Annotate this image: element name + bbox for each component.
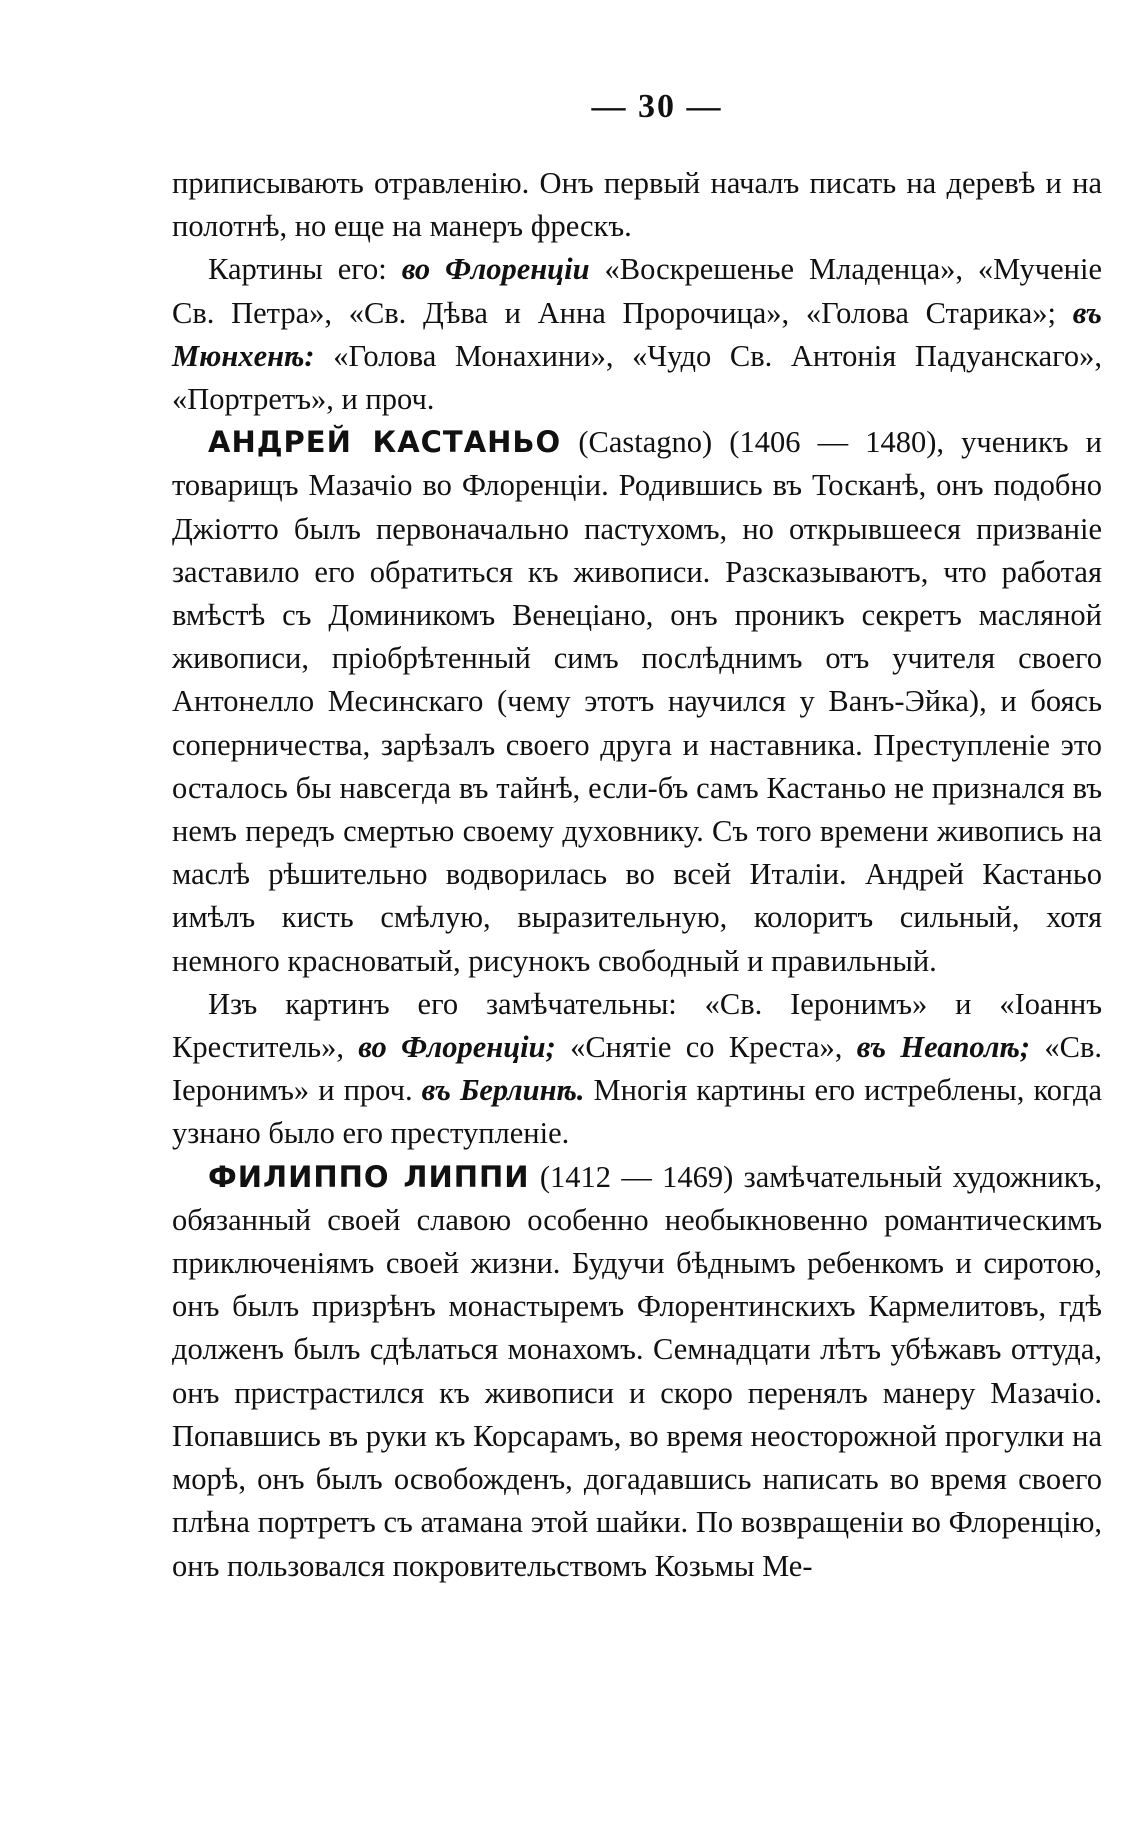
location-naples: въ Неаполѣ; <box>856 1030 1031 1065</box>
location-berlin: въ Берлинѣ. <box>421 1073 585 1108</box>
paragraph-continuation: приписывають отравленію. Онъ первый началъ писать на деревѣ и на полотнѣ, но еще на манеръ фрескъ. <box>172 166 1102 244</box>
paragraph-paintings-masaccio <box>172 248 1102 421</box>
paragraph-lippi <box>172 1156 1102 1588</box>
book-page <box>172 88 1102 1588</box>
paragraph-paintings-castagno <box>172 983 1102 1156</box>
paragraph-castagno <box>172 421 1102 983</box>
painting-jerome: «Св. Іеронимъ» и проч. <box>172 1030 1103 1108</box>
location-munich: въ Мюнхенѣ: <box>172 295 1102 373</box>
artist-name-castagno: АНДРЕЙ КАСТАНЬО <box>208 425 562 460</box>
lippi-bio: (1412 — 1469) замѣчательный художникъ, обязанный своей славою особенно необыкновенно романтическимъ приключеніямъ своей жизни. Будучи бѣднымъ ребенкомъ и сиротою, онъ былъ призрѣнъ монастыремъ Флорентинскихъ Кармелитовъ, гдѣ долженъ былъ сдѣлаться монахомъ. Семнадцати лѣтъ убѣжавъ оттуда, онъ пристрастился къ живописи и скоро перенялъ манеру Мазачіо. Попавшись въ руки къ Корсарамъ, во время неосторожной прогулки на морѣ, онъ былъ освобожденъ, догадавшись написать во время своего плѣна портретъ съ атамана этой шайки. По возвращеніи во Флоренцію, онъ пользовался покровительствомъ Козьмы Ме- <box>172 1159 1102 1583</box>
paintings-list-florence: «Воскрешенье Младенца», «Мученіе Св. Петра», «Св. Дѣва и Анна Пророчица», «Голова Старика»; <box>172 252 1102 330</box>
castagno-paintings-intro: Изъ картинъ его замѣчательны: «Св. Іеронимъ» и «Іоаннъ Креститель», <box>172 986 1102 1065</box>
artist-name-lippi: ФИЛИППО ЛИППИ <box>208 1159 530 1194</box>
location-florence-2: во Флоренціи; <box>358 1030 556 1065</box>
page-number: — 30 — <box>591 88 723 125</box>
castagno-paintings-destroyed: Многія картины его истреблены, когда узнано было его преступленіе. <box>172 1073 1103 1151</box>
location-florence: во Флоренціи <box>401 252 590 287</box>
paintings-list-munich: «Голова Монахини», «Чудо Св. Антонія Падуанскаго», «Портретъ», и проч. <box>172 338 1102 417</box>
paintings-intro: Картины его: <box>208 252 387 287</box>
painting-deposition: «Снятіе со Креста», <box>570 1030 843 1065</box>
castagno-bio: (Castagno) (1406 — 1480), ученикъ и товарищъ Мазачіо во Флоренціи. Родившись въ Тосканѣ, онъ подобно Джіотто былъ первоначально пастухомъ, но открывшееся призваніе заставило его обратиться къ живописи. Разсказываютъ, что работая вмѣстѣ съ Доминикомъ Венеціано, онъ проникъ секретъ масляной живописи, пріобрѣтенный симъ послѣднимъ отъ учителя своего Антонелло Месинскаго (чему этотъ научился у Ванъ-Эйка), и боясь соперничества, зарѣзалъ своего друга и наставника. Преступленіе это осталось бы навсегда въ тайнѣ, если-бъ самъ Кастаньо не признался въ немъ передъ смертью своему духовнику. Съ того времени живопись на маслѣ рѣшительно водворилась во всей Италіи. Андрей Кастаньо имѣлъ кисть смѣлую, выразительную, колоритъ сильный, хотя немного красноватый, рисунокъ свободный и правильный. <box>172 425 1103 978</box>
page-body <box>172 162 1102 1588</box>
